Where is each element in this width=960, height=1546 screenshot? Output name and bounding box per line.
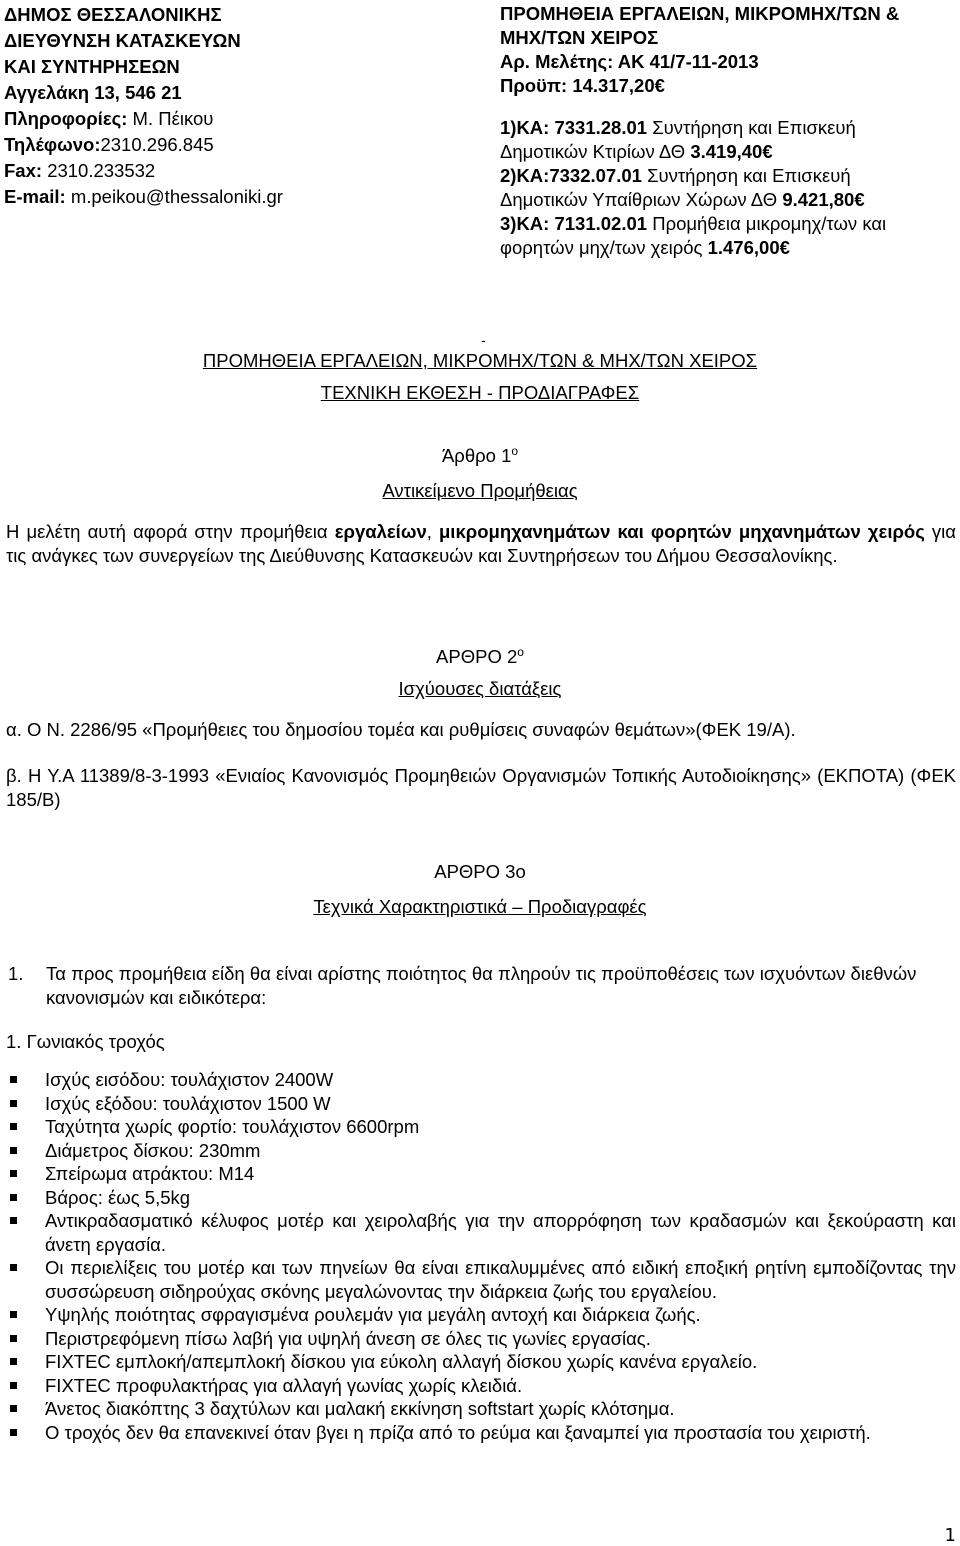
ka-1-desc2: Δημοτικών Κτιρίων ΔΘ bbox=[500, 141, 686, 162]
spec-text: Υψηλής ποιότητας σφραγισμένα ρουλεμάν για μεγάλη αντοχή και διάρκεια ζωής. bbox=[45, 1304, 701, 1325]
spec-item bbox=[0, 1421, 960, 1445]
ka-2-amount: 9.421,80 bbox=[782, 189, 855, 210]
sender-fax bbox=[4, 158, 334, 184]
bullet-icon bbox=[10, 1311, 17, 1318]
spec-item bbox=[0, 1186, 960, 1210]
study-number: Αρ. Μελέτης: ΑΚ 41/7-11-2013 bbox=[500, 51, 759, 72]
ka-3-amount: 1.476,00 bbox=[707, 237, 780, 258]
email-label: E-mail: bbox=[4, 186, 66, 207]
spec-item bbox=[0, 1256, 960, 1303]
ka-1-code: 1)ΚΑ: 7331.28.01 bbox=[500, 117, 648, 138]
bullet-icon bbox=[10, 1382, 17, 1389]
bullet-icon bbox=[10, 1194, 17, 1201]
spec-item bbox=[0, 1139, 960, 1163]
bullet-icon bbox=[10, 1358, 17, 1365]
bullet-icon bbox=[10, 1429, 17, 1436]
bullet-icon bbox=[10, 1076, 17, 1083]
fax-value: 2310.233532 bbox=[47, 160, 156, 181]
spec-text: Βάρος: έως 5,5kg bbox=[45, 1186, 191, 1208]
ka-2: 2)ΚΑ:7332.07.01 Συντήρηση και Επισκευή Δημοτικών Υπαίθριων Χώρων ΔΘ 9.421,80€ bbox=[500, 165, 865, 210]
spec-item bbox=[0, 1209, 960, 1256]
spec-item bbox=[0, 1397, 960, 1421]
sender-block bbox=[4, 2, 334, 210]
article-3-heading: ΑΡΘΡΟ 3ο bbox=[434, 861, 526, 882]
dash-mark: - bbox=[481, 332, 486, 348]
page-number: 1 bbox=[944, 1525, 956, 1546]
article-2-item-a: α. Ο Ν. 2286/95 «Προμήθειες του δημοσίου τομέα και ρυθμίσεις συναφών θεμάτων»(ΦΕΚ 19/Α). bbox=[6, 719, 796, 740]
article-2-heading: ΑΡΘΡΟ $2^o$ bbox=[436, 645, 524, 668]
spec-text: Ταχύτητα χωρίς φορτίο: τουλάχιστον 6600rpm bbox=[45, 1116, 420, 1137]
sender-line-3: ΚΑΙ ΣΥΝΤΗΡΗΣΕΩΝ bbox=[4, 56, 180, 77]
document-header bbox=[0, 0, 960, 300]
spec-item bbox=[0, 1162, 960, 1186]
project-block bbox=[500, 2, 955, 260]
ka-2-desc2: Δημοτικών Υπαίθριων Χώρων ΔΘ bbox=[500, 189, 778, 210]
phone-label: Τηλέφωνο: bbox=[4, 134, 101, 155]
ka-2-code: 2)ΚΑ:7332.07.01 bbox=[500, 165, 642, 186]
spec-item bbox=[0, 1374, 960, 1398]
bullet-icon bbox=[10, 1147, 17, 1154]
spec-item bbox=[0, 1115, 960, 1139]
sender-phone bbox=[4, 132, 334, 158]
spec-item bbox=[0, 1303, 960, 1327]
sender-info bbox=[4, 106, 334, 132]
ka-1-amount: 3.419,40 bbox=[690, 141, 763, 162]
item-text: Τα προς προμήθεια είδη θα είναι αρίστης ποιότητος θα πληρούν τις προϋποθέσεις των ισχυόντων διεθνών κανονισμών και ειδικότερα: bbox=[46, 963, 917, 1008]
spec-text: Περιστρεφόμενη πίσω λαβή για υψηλή άνεση σε όλες τις γωνίες εργασίας. bbox=[45, 1327, 651, 1349]
spec-text: Ισχύς εισόδου: τουλάχιστον 2400W bbox=[45, 1069, 334, 1090]
bullet-icon bbox=[10, 1100, 17, 1107]
bullet-icon bbox=[10, 1123, 17, 1130]
spec-text: Άνετος διακόπτης 3 δαχτύλων και μαλακή εκκίνηση softstart χωρίς κλότσημα. bbox=[45, 1398, 675, 1419]
spec-text: Σπείρωμα ατράκτου: Μ14 bbox=[45, 1163, 255, 1184]
ka-2-desc: Συντήρηση και Επισκευή bbox=[647, 165, 851, 186]
phone-value: 2310.296.845 bbox=[100, 134, 214, 155]
article-1-title: Αντικείμενο Προμήθειας bbox=[382, 480, 578, 501]
spec-text: FIXTEC εμπλοκή/απεμπλοκή δίσκου για εύκολη αλλαγή δίσκου χωρίς κανένα εργαλείο. bbox=[45, 1351, 758, 1372]
article-1-text: Η μελέτη αυτή αφορά στην προμήθεια εργαλείων, μικρομηχανημάτων και φορητών μηχανημάτων χειρός για τις ανάγκες των συνεργείων της Διεύθυνσης Κατασκευών και Συντηρήσεων του Δήμου Θεσσαλονίκης. bbox=[6, 521, 956, 566]
spec-item bbox=[0, 1350, 960, 1374]
bullet-icon bbox=[10, 1170, 17, 1177]
ka-1: 1)ΚΑ: 7331.28.01 Συντήρηση και Επισκευή Δημοτικών Κτιρίων ΔΘ 3.419,40€ bbox=[500, 117, 856, 162]
info-value: Μ. Πέικου bbox=[132, 108, 214, 129]
item-number: 1. bbox=[8, 963, 24, 984]
spec-list bbox=[0, 1068, 960, 1444]
article-2-title: Ισχύουσες διατάξεις bbox=[398, 678, 562, 699]
spec-text: FIXTEC προφυλακτήρας για αλλαγή γωνίας χωρίς κλειδιά. bbox=[45, 1374, 523, 1396]
bullet-icon bbox=[10, 1217, 17, 1224]
article-2-item-b: β. Η Υ.Α 11389/8-3-1993 «Ενιαίος Κανονισμός Προμηθειών Οργανισμών Τοπικής Αυτοδιοίκησης» (ΕΚΠΟΤΑ) (ΦΕΚ 185/Β) bbox=[6, 765, 956, 810]
spec-item bbox=[0, 1327, 960, 1351]
bullet-icon bbox=[10, 1264, 17, 1271]
ka-3-desc2: φορητών μηχ/των χειρός bbox=[500, 237, 703, 258]
spec-text: Οι περιελίξεις του μοτέρ και των πηνείων θα είναι επικαλυμμένες από ειδική εποξική ρητίνη εμποδίζοντας την συσσώρευση σιδηρούχας σκόνης μεγαλώνοντας την διάρκεια ζωής του εργαλείου. bbox=[45, 1257, 956, 1302]
project-title-line-2: ΜΗΧ/ΤΩΝ ΧΕΙΡΟΣ bbox=[500, 27, 659, 48]
spec-item bbox=[0, 1092, 960, 1116]
ka-3-code: 3)ΚΑ: 7131.02.01 bbox=[500, 213, 648, 234]
email-value: m.peikou@thessaloniki.gr bbox=[70, 186, 283, 207]
spec-text: Ο τροχός δεν θα επανεκινεί όταν βγει η πρίζα από το ρεύμα και ξαναμπεί για προστασία του χειριστή. bbox=[45, 1421, 871, 1443]
sender-email bbox=[4, 184, 334, 210]
budget: Προϋπ: 14.317,20€ bbox=[500, 75, 665, 96]
item-1-title: 1. Γωνιακός τροχός bbox=[6, 1031, 165, 1052]
sub-title: ΤΕΧΝΙΚΗ ΕΚΘΕΣΗ - ΠΡΟΔΙΑΓΡΑΦΕΣ bbox=[320, 382, 640, 403]
spec-item bbox=[0, 1068, 960, 1092]
bullet-icon bbox=[10, 1405, 17, 1412]
ka-1-desc: Συντήρηση και Επισκευή bbox=[652, 117, 856, 138]
fax-label: Fax: bbox=[4, 160, 43, 181]
spec-text: Διάμετρος δίσκου: 230mm bbox=[45, 1139, 261, 1161]
info-label: Πληροφορίες: bbox=[4, 108, 128, 129]
bullet-icon bbox=[10, 1335, 17, 1342]
sender-address: Αγγελάκη 13, 546 21 bbox=[4, 82, 182, 103]
main-title: ΠΡΟΜΗΘΕΙΑ ΕΡΓΑΛΕΙΩΝ, ΜΙΚΡΟΜΗΧ/ΤΩΝ & ΜΗΧ/ΤΩΝ ΧΕΙΡΟΣ bbox=[202, 350, 758, 371]
article-1-heading: Άρθρο $1^o$ bbox=[441, 444, 519, 467]
article-3-title: Τεχνικά Χαρακτηριστικά – Προδιαγραφές bbox=[313, 896, 647, 917]
project-title-line-1: ΠΡΟΜΗΘΕΙΑ ΕΡΓΑΛΕΙΩΝ, ΜΙΚΡΟΜΗΧ/ΤΩΝ & bbox=[500, 3, 900, 24]
sender-line-2: ΔΙΕΥΘΥΝΣΗ ΚΑΤΑΣΚΕΥΩΝ bbox=[4, 30, 241, 51]
sender-line-1: ΔΗΜΟΣ ΘΕΣΣΑΛΟΝΙΚΗΣ bbox=[4, 4, 222, 25]
spec-text: Αντικραδασματικό κέλυφος μοτέρ και χειρολαβής για την απορρόφηση των κραδασμών και ξεκούραστη και άνετη εργασία. bbox=[45, 1210, 956, 1255]
spec-text: Ισχύς εξόδου: τουλάχιστον 1500 W bbox=[45, 1092, 331, 1114]
ka-3: 3)ΚΑ: 7131.02.01 Προμήθεια μικρομηχ/των και φορητών μηχ/των χειρός 1.476,00€ bbox=[500, 213, 887, 258]
ka-3-desc: Προμήθεια μικρομηχ/των και bbox=[652, 213, 887, 234]
